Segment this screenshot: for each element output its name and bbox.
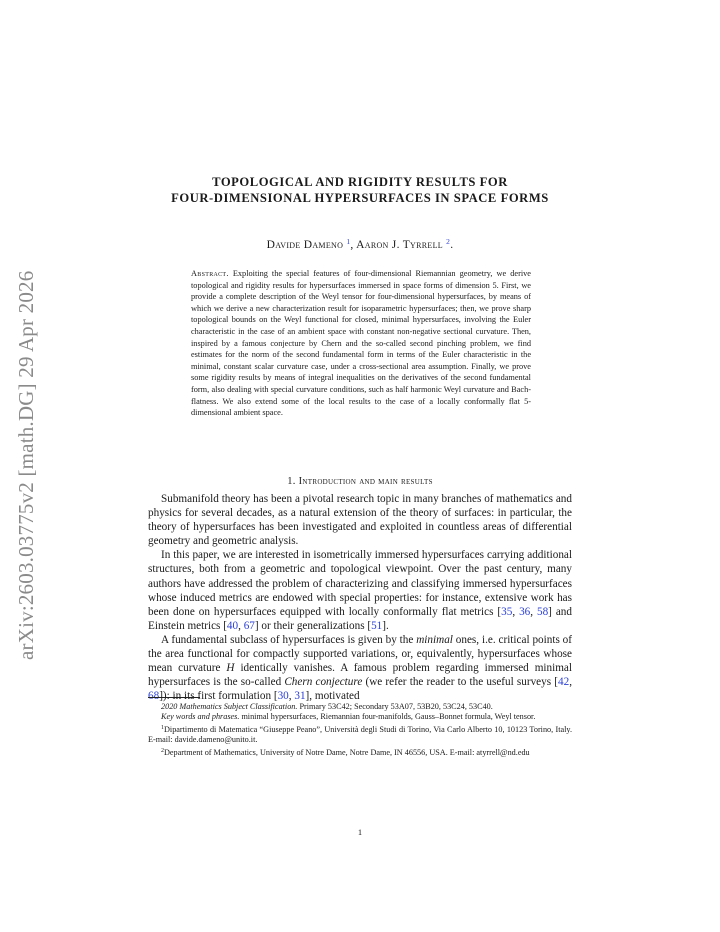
- footnote-mark-2: 2: [161, 747, 164, 754]
- msc-label: 2020 Mathematics Subject Classification.: [161, 702, 298, 711]
- author-2-footnote-link[interactable]: 2: [446, 237, 451, 246]
- paragraph-3-text-d: (we refer the reader to the useful surveys [: [362, 676, 558, 689]
- author-list: [100, 237, 620, 251]
- author-name-1: Davide Dameno: [266, 239, 344, 251]
- author-separator: ,: [350, 239, 357, 251]
- citation-separator: ,: [569, 676, 572, 689]
- footnote-keywords: [148, 712, 572, 722]
- abstract-text: Exploiting the special features of four-dimensional Riemannian geometry, we derive topological and rigidity results for hypersurfaces immersed in space forms of dimension 5. First, we provide a complete description of the Weyl tensor for four-dimensional hypersurfaces, by means of which we derive a new characterization result for isoparametric hypersurfaces; then, we prove sharp topological bounds on the Weyl functional for closed, minimal hypersurfaces, involving the Euler characteristic in the case of an ambient space with constant non-negative sectional curvature. Then, inspired by a famous conjecture by Chern and the so-called second pinching problem, we find estimates for the norm of the second fundamental form in terms of the Euler characteristic in the minimal, constant scalar curvature case, under a cross-sectional area assumption. Finally, we prove some rigidity results by means of integral inequalities on the derivatives of the second fundamental form, also dealing with special curvature conditions, such as half harmonic Weyl curvature and Bach-flatness. We also extend some of the local results to the case of a locally conformally flat 5-dimensional ambient space.: [191, 269, 531, 418]
- citation-link[interactable]: 68: [148, 690, 160, 703]
- emphasis-minimal: minimal: [416, 633, 453, 646]
- paper-title-line-2: FOUR-DIMENSIONAL HYPERSURFACES IN SPACE FORMS: [171, 191, 549, 205]
- symbol-H: H: [226, 662, 235, 675]
- abstract: [191, 268, 531, 419]
- arxiv-identifier-stamp: arXiv:2603.03775v2 [math.DG] 29 Apr 2026: [14, 270, 38, 660]
- paragraph-2-text-a: In this paper, we are interested in isometrically immersed hypersurfaces carrying additional structures, both from a geometric and topological viewpoint. Over the past century, many authors have addressed the problem of characterizing and classifying immersed hypersurfaces whose induced metrics are endowed with special properties: for instance, extensive work has been done on hypersurfaces equipped with locally conformally flat metrics [: [148, 549, 572, 618]
- citation-link[interactable]: 35: [501, 605, 513, 618]
- paragraph-3-text-e: ]): in its first formulation [: [159, 690, 278, 703]
- paragraph-1: Submanifold theory has been a pivotal research topic in many branches of mathematics and physics for several decades, as a natural extension of the theory of surfaces: in particular, the theory of hypersurfaces has been investigated and exploited in countless areas of differential geometry and geometric analysis.: [148, 493, 572, 548]
- citation-separator: ,: [530, 605, 537, 618]
- keywords-label: Key words and phrases.: [161, 712, 240, 722]
- footnote-divider: [148, 697, 200, 698]
- author-name-2: Aaron J. Tyrrell: [356, 239, 443, 251]
- citation-separator: ,: [288, 690, 295, 703]
- emphasis-chern-conjecture: Chern conjecture: [284, 676, 363, 689]
- citation-link[interactable]: 30: [277, 690, 289, 703]
- paper-title-line-1: TOPOLOGICAL AND RIGIDITY RESULTS FOR: [212, 175, 508, 189]
- paragraph-3: [148, 633, 572, 703]
- paragraph-3-text-a: A fundamental subclass of hypersurfaces is given by the: [161, 633, 417, 646]
- citation-link[interactable]: 36: [519, 605, 531, 618]
- affiliation-1-text: Dipartimento di Matematica “Giuseppe Peano”, Università degli Studi di Torino, Via Carlo Alberto 10, 10123 Torino, Italy. E-mail: davide.dameno@unito.it.: [148, 724, 572, 745]
- section-heading: 1. Introduction and main results: [287, 476, 433, 487]
- footnotes: [148, 702, 572, 758]
- citation-separator: ,: [238, 619, 244, 632]
- footnote-affiliation-2: [148, 746, 572, 758]
- footnote-affiliation-1: [148, 723, 572, 746]
- abstract-label: Abstract.: [191, 269, 229, 278]
- body-text: [148, 492, 572, 703]
- msc-text: Primary 53C42; Secondary 53A07, 53B20, 53C24, 53C40.: [297, 702, 493, 711]
- author-list-end: .: [450, 239, 454, 251]
- paragraph-3-text-f: ], motivated: [305, 690, 360, 703]
- keywords-text: minimal hypersurfaces, Riemannian four-manifolds, Gauss–Bonnet formula, Weyl tensor.: [239, 712, 536, 722]
- paragraph-2-text-c: ] or their generalizations [: [254, 619, 372, 632]
- footnote-mark-1: 1: [161, 724, 164, 731]
- paragraph-2: [148, 548, 572, 633]
- paragraph-2-text-d: ].: [382, 619, 389, 632]
- paragraph-2-text-b: ] and Einstein metrics [: [148, 605, 572, 632]
- footnote-msc: [148, 702, 572, 712]
- author-1-footnote-link[interactable]: 1: [346, 237, 351, 246]
- citation-link[interactable]: 31: [294, 690, 306, 703]
- affiliation-2-text: Department of Mathematics, University of Notre Dame, Notre Dame, IN 46556, USA. E-mail: atyrrell@nd.edu: [164, 747, 530, 757]
- paragraph-3-text-b: ones, i.e. critical points of the area functional for compactly supported variations, or, equivalently, hypersurfaces whose mean curvature: [148, 633, 572, 675]
- citation-link[interactable]: 58: [536, 605, 549, 618]
- paragraph-3-text-c: identically vanishes. A famous problem regarding immersed minimal hypersurfaces is the so-called: [148, 662, 573, 689]
- citation-link[interactable]: 67: [243, 619, 255, 632]
- citation-separator: ,: [512, 605, 520, 618]
- page-number: 1: [357, 827, 363, 837]
- citation-link[interactable]: 40: [226, 619, 239, 632]
- citation-link[interactable]: 51: [371, 619, 383, 632]
- citation-link[interactable]: 42: [558, 676, 570, 689]
